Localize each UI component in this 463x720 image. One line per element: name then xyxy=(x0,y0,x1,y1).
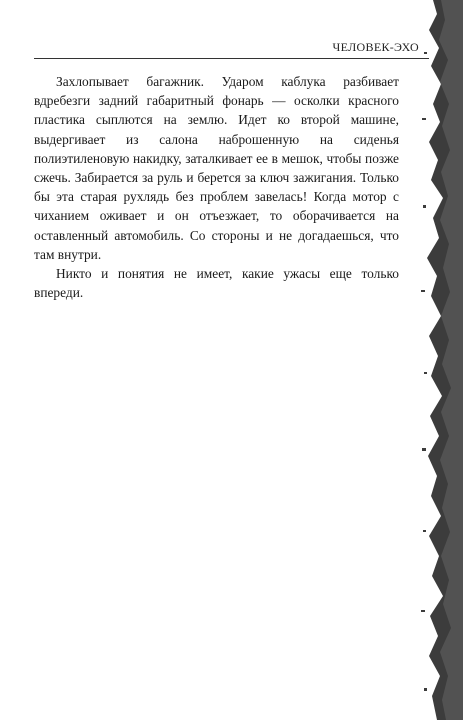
paragraph-1: Захлопывает багажник. Ударом каблука разбивает вдребезги задний габаритный фонарь — осколки красного пластика сыплются на землю. Идет ко второй машине, выдергивает из салона наброшенную на сиденья полиэтиленовую накидку, заталкивает ее в мешок, чтобы позже сжечь. Забирается за руль и берется за ключ зажигания. Только бы эта старая рухлядь без проблем завелась! Когда мотор с чиханием оживает и он отъезжает, то оборачивается на оставленный автомобиль. Со стороны и не догадаешься, что там внутри. xyxy=(34,74,399,262)
running-title: ЧЕЛОВЕК-ЭХО xyxy=(332,40,419,54)
edge-specks xyxy=(421,52,427,691)
body-text xyxy=(34,72,399,302)
grunge-edge-decoration xyxy=(393,0,463,720)
paragraph-2: Никто и понятия не имеет, какие ужасы еще только впереди. xyxy=(34,266,399,301)
header-rule xyxy=(34,58,429,59)
